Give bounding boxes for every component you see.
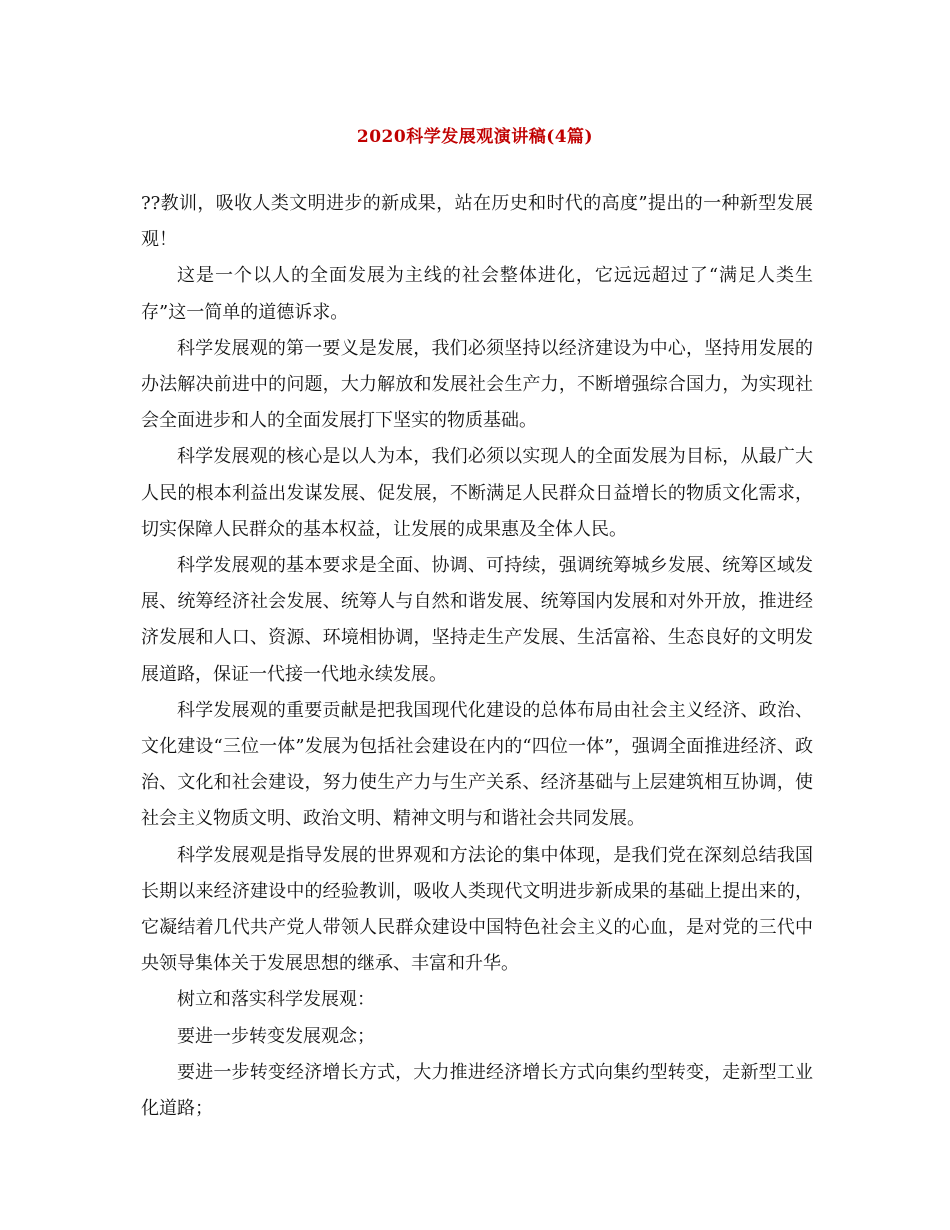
paragraph: 科学发展观的第一要义是发展，我们必须坚持以经济建设为中心，坚持用发展的办法解决前进中的问题，大力解放和发展社会生产力，不断增强综合国力，为实现社会全面进步和人的全面发展打下坚实的物质基础。 (141, 337, 813, 432)
paragraph: 这是一个以人的全面发展为主线的社会整体进化，它远远超过了“满足人类生存”这一简单的道德诉求。 (141, 265, 813, 323)
paragraph: 科学发展观的重要贡献是把我国现代化建设的总体布局由社会主义经济、政治、文化建设“三位一体”发展为包括社会建设在内的“四位一体”，强调全面推进经济、政治、文化和社会建设，努力使生产力与生产关系、经济基础与上层建筑相互协调，使社会主义物质文明、政治文明、精神文明与和谐社会共同发展。 (141, 699, 813, 830)
document-body (141, 186, 813, 1127)
paragraph: 要进一步转变经济增长方式，大力推进经济增长方式向集约型转变，走新型工业化道路； (141, 1061, 813, 1120)
paragraph: 科学发展观的基本要求是全面、协调、可持续，强调统筹城乡发展、统筹区域发展、统筹经济社会发展、统筹人与自然和谐发展、统筹国内发展和对外开放，推进经济发展和人口、资源、环境相协调，坚持走生产发展、生活富裕、生态良好的文明发展道路，保证一代接一代地永续发展。 (141, 555, 813, 685)
paragraph: 科学发展观是指导发展的世界观和方法论的集中体现，是我们党在深刻总结我国长期以来经济建设中的经验教训，吸收人类现代文明进步新成果的基础上提出来的，它凝结着几代共产党人带领人民群众建设中国特色社会主义的心血，是对党的三代中央领导集体关于发展思想的继承、丰富和升华。 (141, 844, 813, 975)
paragraph: 科学发展观的核心是以人为本，我们必须以实现人的全面发展为目标，从最广大人民的根本利益出发谋发展、促发展，不断满足人民群众日益增长的物质文化需求，切实保障人民群众的基本权益，让发展的成果惠及全体人民。 (141, 446, 813, 540)
paragraph: ??教训，吸收人类文明进步的新成果，站在历史和时代的高度”提出的一种新型发展观！ (141, 193, 813, 251)
paragraph: 树立和落实科学发展观： (177, 989, 375, 1011)
paragraph: 要进一步转变发展观念； (177, 1025, 375, 1047)
document-title: 2020科学发展观演讲稿(4篇) (356, 127, 594, 147)
